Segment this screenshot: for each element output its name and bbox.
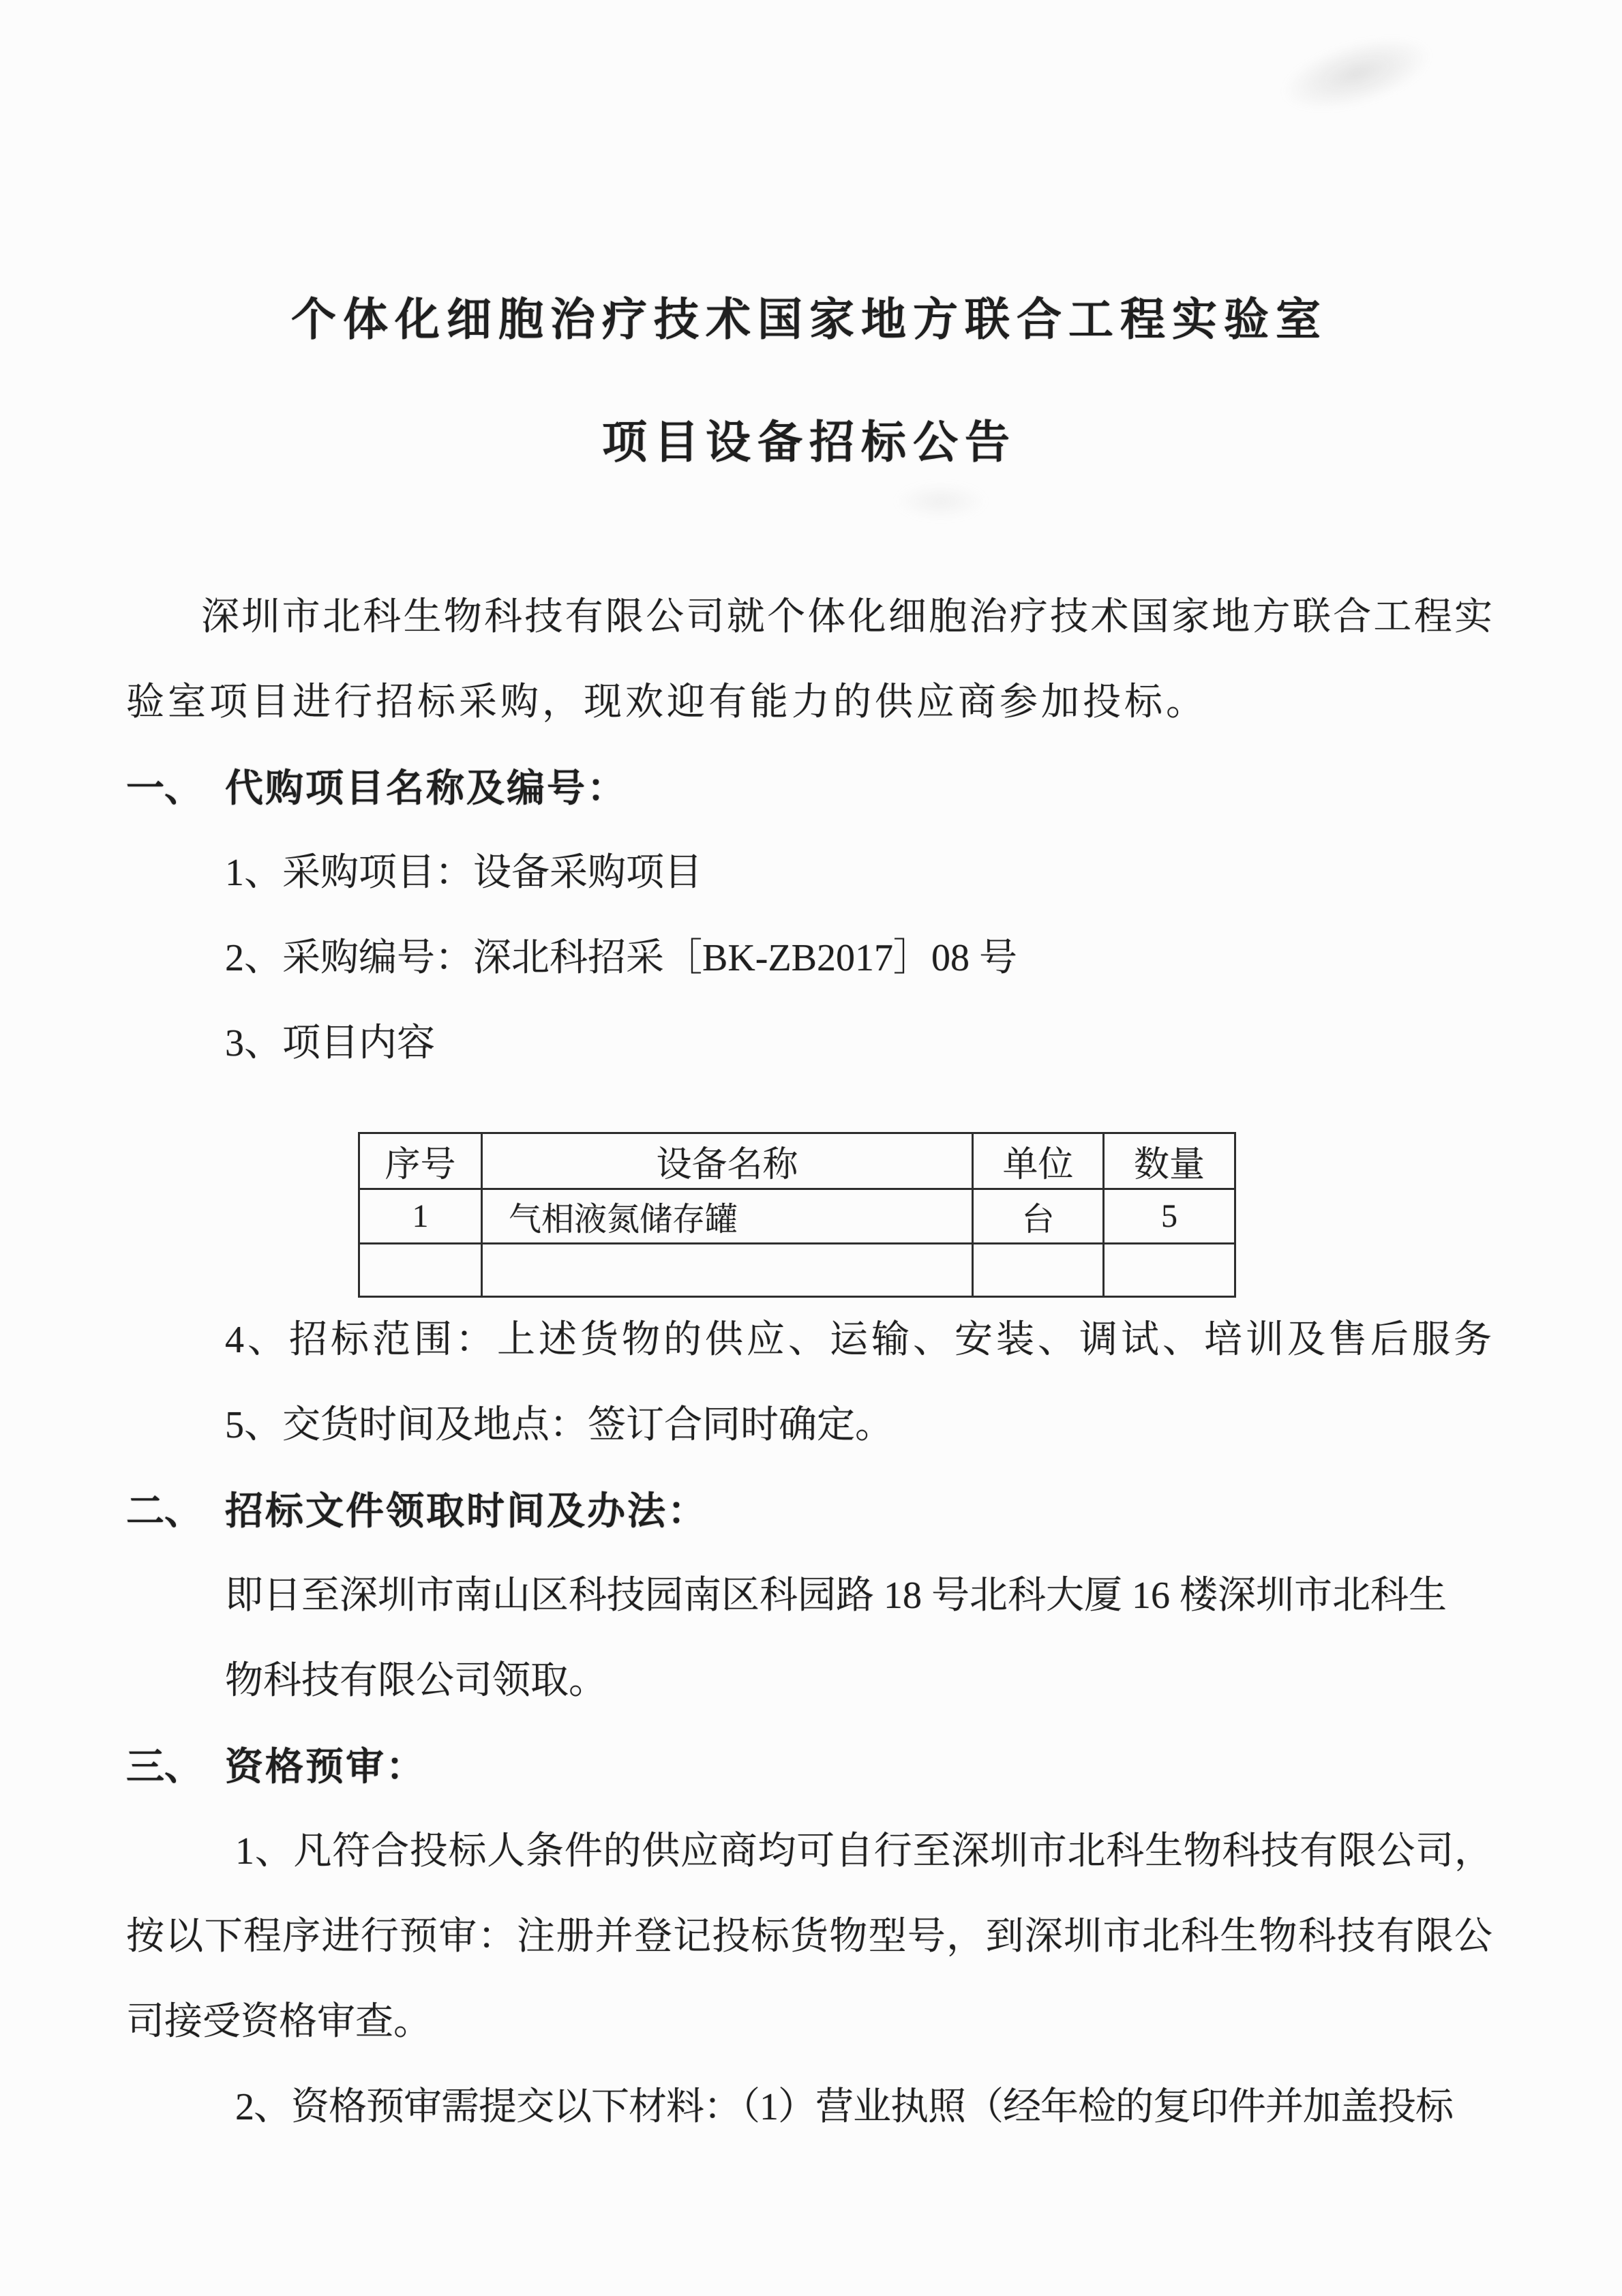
cell-quantity: 5	[1104, 1189, 1235, 1244]
section-1-item-2: 2、采购编号：深北科招采［BK-ZB2017］08 号	[225, 937, 1017, 979]
section-3-item-1-line2: 按以下程序进行预审：注册并登记投标货物型号，到深圳市北科生物科技有限公	[126, 1915, 1492, 1958]
table-row-empty	[359, 1244, 1235, 1297]
document-title-line1: 个体化细胞治疗技术国家地方联合工程实验室	[291, 294, 1327, 344]
table-header-quantity: 数量	[1104, 1133, 1235, 1189]
table-header-index: 序号	[359, 1133, 482, 1189]
section-1-heading	[126, 745, 1492, 831]
section-2-number: 二、	[126, 1489, 202, 1532]
table-header-unit: 单位	[973, 1133, 1104, 1189]
equipment-table	[358, 1132, 1236, 1298]
cell-equipment-name: 气相液氮储存罐	[482, 1189, 973, 1244]
section-1-item-1: 1、采购项目：设备采购项目	[225, 852, 702, 894]
section-1-number: 一、	[126, 766, 202, 809]
cell-index	[359, 1244, 482, 1297]
section-3-item-1-line1: 1、凡符合投标人条件的供应商均可自行至深圳市北科生物科技有限公司，	[235, 1830, 1492, 1873]
table-header-row	[359, 1133, 1235, 1189]
section-2-paragraph-line2: 物科技有限公司领取。	[225, 1660, 607, 1702]
cell-quantity	[1104, 1244, 1235, 1297]
intro-paragraph-line1: 深圳市北科生物科技有限公司就个体化细胞治疗技术国家地方联合工程实	[201, 596, 1492, 638]
cell-unit	[973, 1244, 1104, 1297]
section-2-heading	[126, 1468, 1492, 1553]
table-header-name: 设备名称	[482, 1133, 973, 1189]
section-1-item-4: 4、招标范围：上述货物的供应、运输、安装、调试、培训及售后服务	[225, 1319, 1495, 1361]
document-title-line2: 项目设备招标公告	[602, 417, 1017, 467]
section-3-number: 三、	[126, 1745, 202, 1788]
intro-paragraph-line2: 验室项目进行招标采购，现欢迎有能力的供应商参加投标。	[126, 681, 1207, 724]
section-3-heading	[126, 1724, 1492, 1809]
cell-unit: 台	[973, 1189, 1104, 1244]
section-3-item-1-line3: 司接受资格审查。	[126, 2001, 432, 2043]
section-1-item-3: 3、项目内容	[225, 1022, 435, 1064]
section-2-paragraph-line1: 即日至深圳市南山区科技园南区科园路 18 号北科大厦 16 楼深圳市北科生	[225, 1575, 1447, 1617]
section-2-title: 招标文件领取时间及办法：	[225, 1489, 708, 1532]
table-row	[359, 1189, 1235, 1244]
scan-smudge	[1247, 6, 1466, 141]
section-3-title: 资格预审：	[225, 1745, 426, 1788]
section-1-item-5: 5、交货时间及地点：签订合同时确定。	[225, 1404, 893, 1446]
cell-index: 1	[359, 1189, 482, 1244]
section-1-title: 代购项目名称及编号：	[225, 766, 627, 809]
document-body	[0, 285, 1622, 2150]
section-3-item-2-line1: 2、资格预审需提交以下材料：（1）营业执照（经年检的复印件并加盖投标	[235, 2086, 1453, 2128]
cell-equipment-name	[482, 1244, 973, 1297]
